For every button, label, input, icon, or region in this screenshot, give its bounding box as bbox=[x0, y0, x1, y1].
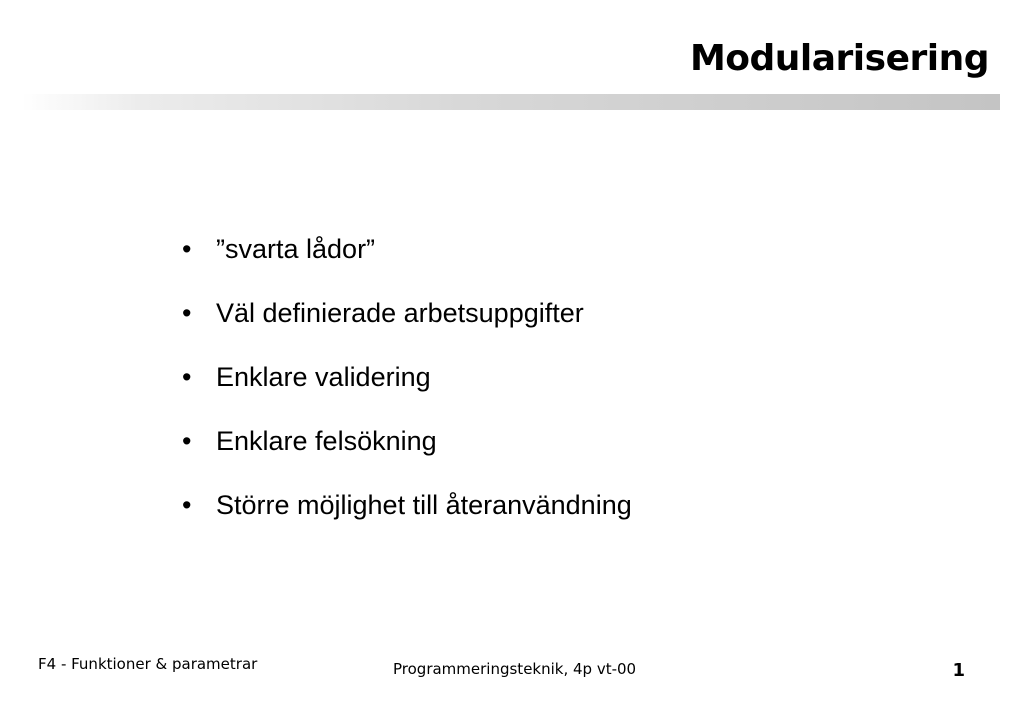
bullet-icon: • bbox=[182, 426, 192, 456]
bullet-icon: • bbox=[182, 298, 192, 328]
bullet-icon: • bbox=[182, 234, 192, 264]
footer-course-name: Programmeringsteknik, 4p vt-00 bbox=[393, 660, 637, 678]
title-underline-bar bbox=[22, 94, 1000, 110]
bullet-text: Väl definierade arbetsuppgifter bbox=[216, 298, 584, 328]
bullet-text: Enklare validering bbox=[216, 362, 431, 392]
footer-lecture-title: F4 - Funktioner & parametrar bbox=[38, 655, 258, 673]
bullet-icon: • bbox=[182, 490, 192, 520]
bullet-text: Större möjlighet till återanvändning bbox=[216, 490, 632, 520]
bullet-text: ”svarta lådor” bbox=[216, 234, 376, 264]
bullet-icon: • bbox=[182, 362, 192, 392]
slide-title: Modularisering bbox=[689, 38, 989, 79]
footer-page-number: 1 bbox=[952, 660, 965, 681]
bullet-text: Enklare felsökning bbox=[216, 426, 437, 456]
